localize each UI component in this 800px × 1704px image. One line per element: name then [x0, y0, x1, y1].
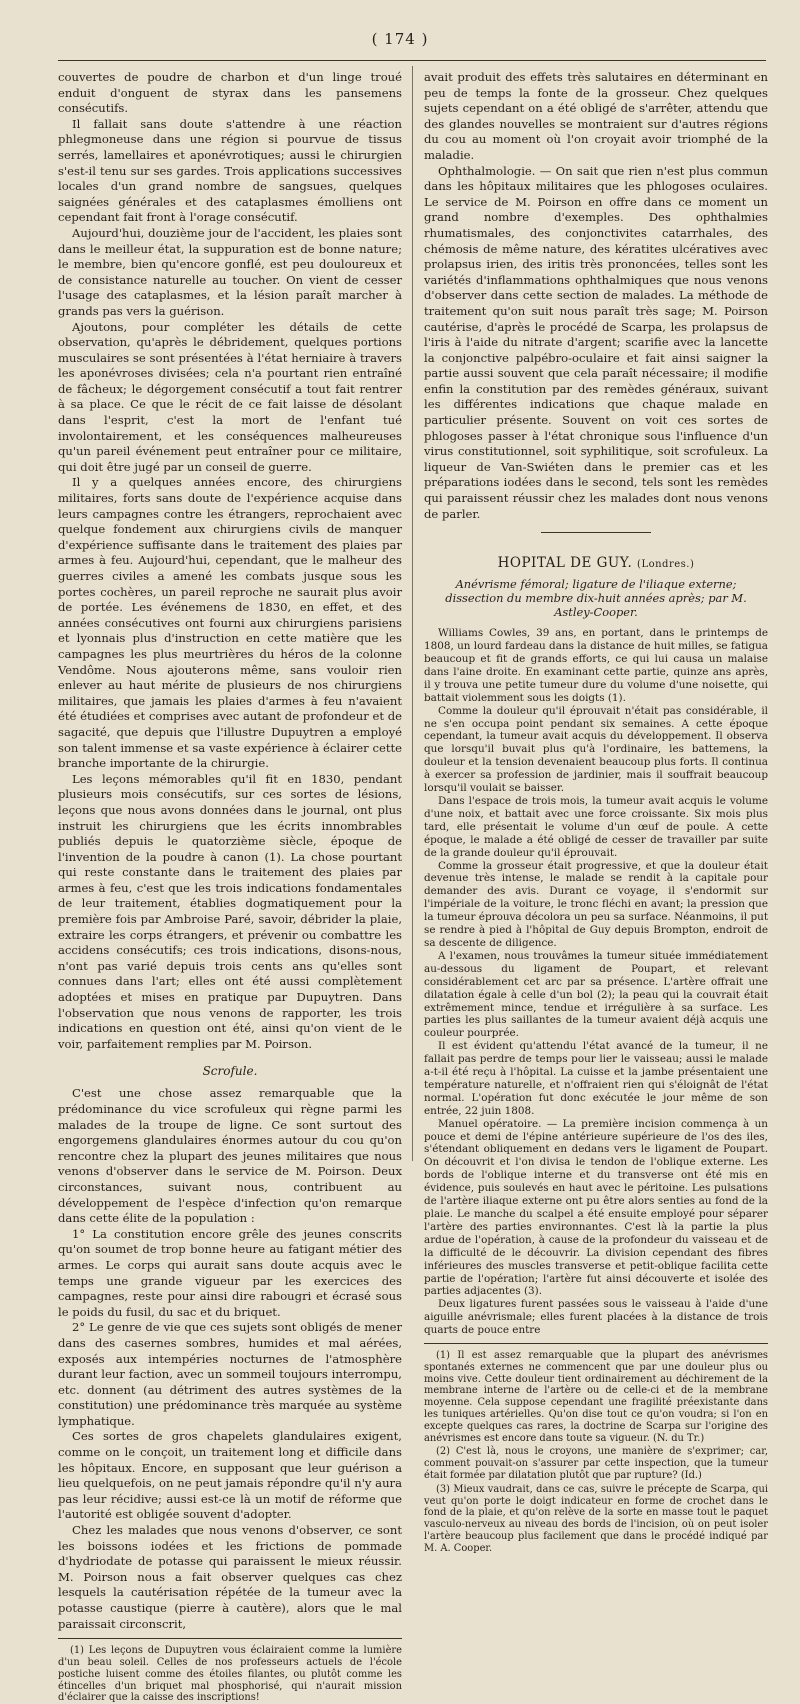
paragraph: Les leçons mémorables qu'il fit en 1830, pendant plusieurs mois consécutifs, sur ces sortes de lésions, leçons que nous avons données dans le journal, ont plus instruit les chirurgiens que les écrits innombrables publiés depuis le quatorzième siècle, époque de l'invention de la poudre à canon (1). La chose pourtant qui reste constante dans le traitement des plaies par armes à feu, c'est que les trois indications fondamentales de leur traitement, établies dogmatiquement pour la première fois par Ambroise Paré, savoir, débrider la plaie, extraire les corps étrangers, et prévenir ou combattre les accidens consécutifs; ces trois indications, disons-nous, n'ont pas varié depuis trois cents ans qu'elles sont connues dans l'art; elles ont été aussi complètement adoptées et mises en pratique par Dupuytren. Dans l'observation que nous venons de rapporter, les trois indications en question ont été, ainsi qu'on vient de le voir, parfaitement remplies par M. Poirson. [58, 771, 402, 1051]
paragraph: Ophthalmologie. — On sait que rien n'est plus commun dans les hôpitaux militaires que les phlogoses oculaires. Le service de M. Poirson en offre dans ce moment un grand nombre d'exemples. Des ophthalmies rhumatismales, des conjonctivites catarrhales, des chémosis de même nature, des kératites ulcératives avec prolapsus irien, des iritis très prononcées, telles sont les variétés d'inflammations ophthalmiques que nous venons d'observer dans cette section de malades. La méthode de traitement qu'on suit nous paraît très sage; M. Poirson cautérise, d'après le procédé de Scarpa, les prolapsus de l'iris à l'aide du nitrate d'argent; scarifie avec la lancette la conjonctive palpébro-oculaire et fait ainsi saigner la partie aussi souvent que cela paraît nécessaire; il modifie enfin la constitution par des remèdes généraux, suivant les différentes indications que chaque malade en particulier présente. Souvent on voit ces sortes de phlogoses passer à l'état chronique sous l'influence d'un virus constitutionnel, soit syphilitique, soit scrofuleux. La liqueur de Van-Swiéten dans le premier cas et les préparations iodées dans le second, tels sont les remèdes qui paraissent réussir chez les malades dont nous venons de parler. [424, 163, 768, 521]
case-paragraph: A l'examen, nous trouvâmes la tumeur située immédiatement au-dessous du ligament de Poupart, et relevant considérablement cet arc par sa présence. L'artère offrait une dilatation égale à celle d'un bol (2); la peau qui la couvrait était extrêmement mince, tendue et irrégulière à sa surface. Les parties les plus saillantes de la tumeur avaient déjà acquis une couleur pourprée. [424, 949, 768, 1040]
hospital-location: (Londres.) [637, 559, 695, 571]
paragraph: Ces sortes de gros chapelets glandulaires exigent, comme on le conçoit, un traitement long et difficile dans les hôpitaux. Encore, en supposant que leur guérison a lieu quelquefois, on ne peut jamais répondre qu'il n'y aura pas leur récidive; aussi est-ce là un motif de réforme que l'autorité est obligée souvent d'adopter. [58, 1429, 402, 1522]
case-paragraph: Comme la douleur qu'il éprouvait n'était pas considérable, il ne s'en occupa point pendant six semaines. A cette époque cependant, la tumeur avait acquis du développement. Il observa que lorsqu'il buvait plus qu'à l'ordinaire, les battemens, la douleur et la tension devenaient beaucoup plus forts. Il continua à exercer sa profession de jardinier, mais il souffrait beaucoup lorsqu'il voulait se baisser. [424, 704, 768, 795]
hospital-title: HOPITAL DE GUY. [497, 555, 633, 572]
case-paragraph: Comme la grosseur était progressive, et que la douleur était devenue très intense, le malade se rendit à la capitale pour demander des avis. Durant ce voyage, il s'endormit sur l'impériale de la voiture, le tronc fléchi en avant; la pression que la tumeur éprouva décolora un peu sa surface. Néanmoins, il put se rendre à pied à l'hôpital de Guy depuis Brompton, endroit de sa descente de diligence. [424, 859, 768, 949]
header-rule [58, 60, 766, 61]
section-title-scrofule: Scrofule. [202, 1064, 258, 1079]
footnote: (1) Il est assez remarquable que la plupart des anévrismes spontanés externes ne commencent que par une douleur plus ou moins vive. Cette douleur tient ordinairement au déchirement de la membrane interne de l'artère ou de celle-ci et de la membrane moyenne. Cela suppose cependant une fragilité préexistante dans les tuniques artérielles. Qu'on dise tout ce qu'on voudra; si l'on en excepte quelques cas rares, la doctrine de Scarpa sur l'origine des anévrismes est encore dans toute sa vigueur. (N. du Tr.) [424, 1350, 768, 1444]
section-rule [541, 532, 651, 533]
footnote: (2) C'est là, nous le croyons, une manière de s'exprimer; car, comment pouvait-on s'assurer par cette inspection, que la tumeur était formée par dilatation plutôt que par rupture? (Id.) [424, 1446, 768, 1482]
footnote-rule [58, 1638, 402, 1639]
paragraph: Aujourd'hui, douzième jour de l'accident, les plaies sont dans le meilleur état, la suppuration est de bonne nature; le membre, bien qu'encore gonflé, est peu douloureux et de consistance naturelle au toucher. On vient de cesser l'usage des cataplasmes, et la lésion paraît marcher à grands pas vers la guérison. [58, 225, 402, 318]
footnote-rule [424, 1343, 768, 1344]
left-column [58, 70, 402, 1704]
page-number: ( 174 ) [371, 30, 429, 48]
paragraph: Ajoutons, pour compléter les détails de cette observation, qu'après le débridement, quelques portions musculaires se sont présentées à l'état herniaire à travers les aponévroses divisées; cela n'a pourtant rien entraîné de fâcheux; le dégorgement consécutif a tout fait rentrer à sa place. Ce que le récit de ce fait laisse de désolant dans l'esprit, c'est la mort de l'enfant tué involontairement, et les conséquences malheureuses qu'un pareil événement peut entraîner pour ce militaire, qui doit être jugé par un conseil de guerre. [58, 319, 402, 474]
footnote: (1) Les leçons de Dupuytren vous éclairaient comme la lumière d'un beau soleil. Celles de nos professeurs actuels de l'école postiche luisent comme des étoiles filantes, ou plutôt comme les étincelles d'un briquet mal phosphorisé, qui n'aurait mission d'éclairer que la caisse des inscriptions! [58, 1645, 402, 1704]
case-paragraph: Deux ligatures furent passées sous le vaisseau à l'aide d'une aiguille anévrismale; elles furent placées à la distance de trois quarts de pouce entre [424, 1298, 768, 1337]
footnote: (3) Mieux vaudrait, dans ce cas, suivre le précepte de Scarpa, qui veut qu'on porte le doigt indicateur en forme de crochet dans le fond de la plaie, et qu'on relève de la sorte en masse tout le paquet vasculo-nerveux au niveau des bords de l'incision, où on peut isoler l'artère beaucoup plus facilement que dans le procédé indiqué par M. A. Cooper. [424, 1483, 768, 1554]
paragraph: C'est une chose assez remarquable que la prédominance du vice scrofuleux qui règne parmi les malades de la troupe de ligne. Ce sont surtout des engorgemens glandulaires énormes autour du cou qu'on rencontre chez la plupart des jeunes militaires que nous venons d'observer dans le service de M. Poirson. Deux circonstances, suivant nous, contribuent au développement de l'espèce d'infection qu'on remarque dans cette élite de la population : [58, 1086, 402, 1226]
paragraph: Il y a quelques années encore, des chirurgiens militaires, forts sans doute de l'expérience acquise dans leurs campagnes contre les étrangers, reprochaient avec quelque fondement aux chirurgiens civils de manquer d'expérience suffisante dans le traitement des plaies par armes à feu. Aujourd'hui, cependant, que le malheur des guerres civiles a amené les combats jusque sous les portes cochères, un pareil reproche ne saurait plus avoir de portée. Les événemens de 1830, en effet, et des années consécutives ont fourni aux chirurgiens parisiens et lyonnais plus d'instruction en cette matière que les campagnes les plus meurtrières du héros de la colonne Vendôme. Nous ajouterons même, sans vouloir rien enlever au haut mérite de plusieurs de nos chirurgiens militaires, que jamais les plaies d'armes à feu n'avaient été étudiées et comprises avec autant de profondeur et de sagacité, que depuis que l'illustre Dupuytren a employé son talent immense et sa vaste expérience à éclairer cette branche importante de la chirurgie. [58, 475, 402, 771]
paragraph: Chez les malades que nous venons d'observer, ce sont les boissons iodées et les frictions de pommade d'hydriodate de potasse qui paraissent le mieux réussir. M. Poirson nous a fait observer quelques cas chez lesquels la cautérisation répétée de la tumeur avec la potasse caustique (pierre à cautère), alors que le mal paraissait circonscrit, [58, 1523, 402, 1631]
paragraph: couvertes de poudre de charbon et d'un linge troué enduit d'onguent de styrax dans les pansemens consécutifs. [58, 70, 402, 116]
case-paragraph: Manuel opératoire. — La première incision commença à un pouce et demi de l'épine antérieure supérieure de l'os des iles, s'étendant obliquement en dedans vers le ligament de Poupart. On découvrit et l'on divisa le tendon de l'oblique externe. Les bords de l'oblique interne et du transverse ont été mis en évidence, puis soulevés en haut avec le péritoine. Les pulsations de l'artère iliaque externe ont pu être alors senties au fond de la plaie. Le manche du scalpel a été ensuite employé pour séparer l'artère des parties environnantes. C'est là la partie la plus ardue de l'opération, à cause de la profondeur du vaisseau et de la difficulté de le découvrir. La division cependant des fibres inférieures des muscles transverse et petit-oblique facilita cette partie de l'opération; l'artère fut ainsi découverte et isolée des parties adjacentes (3). [424, 1117, 768, 1298]
article-subtitle: Anévrisme fémoral; ligature de l'iliaque externe; dissection du membre dix-huit années après; par M. Astley-Cooper. [445, 577, 747, 620]
case-paragraph: Williams Cowles, 39 ans, en portant, dans le printemps de 1808, un lourd fardeau dans la distance de huit milles, se fatigua beaucoup et fit de grands efforts, ce qui lui causa un malaise dans l'aine droite. En examinant cette partie, quinze ans après, il y trouva une petite tumeur dure du volume d'une noisette, qui battait violemment sous les doigts (1). [424, 627, 768, 704]
paragraph: avait produit des effets très salutaires en déterminant en peu de temps la fonte de la grosseur. Chez quelques sujets cependant on a été obligé de s'arrêter, attendu que des glandes nouvelles se montraient sur d'autres régions du cou au moment où l'on croyait avoir triomphé de la maladie. [424, 70, 768, 162]
case-paragraph: Dans l'espace de trois mois, la tumeur avait acquis le volume d'une noix, et battait avec une force croissante. Six mois plus tard, elle présentait le volume d'un œuf de poule. A cette époque, le malade a été obligé de cesser de travailler par suite de la grande douleur qu'il éprouvait. [424, 795, 768, 859]
right-column [424, 70, 768, 1554]
paragraph: Il fallait sans doute s'attendre à une réaction phlegmoneuse dans une région si pourvue de tissus serrés, lamellaires et aponévrotiques; aussi le chirurgien s'est-il tenu sur ses gardes. Trois applications successives locales d'un grand nombre de sangsues, quelques saignées générales et des cataplasmes émolliens ont cependant fait front à l'orage consécutif. [58, 116, 402, 225]
paragraph: 1° La constitution encore grêle des jeunes conscrits qu'on soumet de trop bonne heure au fatigant métier des armes. Le corps qui aurait sans doute acquis avec le temps une grande vigueur par les exercices des campagnes, reste pour ainsi dire rabougri et écrasé sous le poids du fusil, du sac et du briquet. [58, 1226, 402, 1319]
hospital-heading [424, 555, 768, 571]
column-divider [412, 66, 413, 1161]
case-paragraph: Il est évident qu'attendu l'état avancé de la tumeur, il ne fallait pas perdre de temps pour lier le vaisseau; aussi le malade a-t-il été reçu à l'hôpital. La cuisse et la jambe présentaient une température naturelle, et n'offraient rien qui s'éloignât de l'état normal. L'opération fut donc exécutée le jour même de son entrée, 22 juin 1808. [424, 1040, 768, 1117]
paragraph: 2° Le genre de vie que ces sujets sont obligés de mener dans des casernes sombres, humides et mal aérées, exposés aux intempéries nocturnes de l'atmosphère durant leur faction, avec un sommeil toujours interrompu, etc. donnent (au détriment des autres systèmes de la constitution) une prédominance très marquée au système lymphatique. [58, 1320, 402, 1428]
